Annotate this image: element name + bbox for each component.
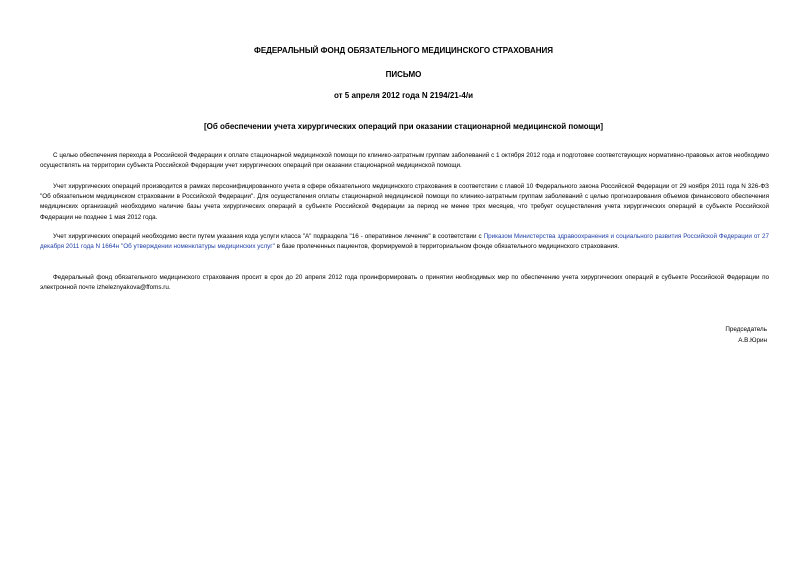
signatory-position: Председатель xyxy=(725,326,767,333)
body-paragraph-2-sentence-1: Учет хирургических операций производится в рамках персонифицированного учета в сфере обязательного медицинского страхования в соответствии с главой 10 Федерального закона Российской Федерации от 29 ноября 2011 года N 326-ФЗ "Об обязательном медицинском страховании в Российской Федерации". xyxy=(40,183,769,201)
document-subject: [Об обеспечении учета хирургических операций при оказании стационарной медицинской помощи] xyxy=(203,122,604,131)
body-paragraph-3 xyxy=(40,232,769,252)
body-paragraph-3-text-after: в базе пролеченных пациентов, формируемой в территориальном фонде обязательного медицинского страхования. xyxy=(274,243,620,251)
body-paragraph-2-sentence-2: Для осуществления оплаты стационарной медицинской помощи по клинико-затратным группам заболеваний с целью прогнозирования объемов финансового обеспечения медицинских организаций необходимо наличие базы учета хирургических операций в субъекте Российской Федерации за период не менее трех месяцев, что требует осуществления учета хирургических операций в субъекте Российской Федерации не позднее 1 мая 2012 года. xyxy=(40,193,769,221)
body-paragraph-3-text-before: Учет хирургических операций необходимо вести путем указания кода услуги класса "А" подраздела "16 - оперативное лечение" в соответствии с xyxy=(53,233,484,240)
document-date-number: от 5 апреля 2012 года N 2194/21-4/и xyxy=(333,91,474,100)
document-type-heading: ПИСЬМО xyxy=(385,70,422,79)
ministry-order-link[interactable]: Приказом Министерства здравоохранения и социального развития Российской Федерации от 27 декабря 2011 года N 1664н "Об утверждении номенклатуры медицинских услуг" xyxy=(40,233,769,251)
signatory-name: А.В.Юрин xyxy=(738,337,767,344)
body-paragraph-1: С целью обеспечения перехода в Российской Федерации к оплате стационарной медицинской помощи по клинико-затратным группам заболеваний с 1 октября 2012 года и подготовке соответствующих нормативно-правовых актов необходимо осуществлять на территории субъекта Российской Федерации учет хирургических операций при оказании стационарной медицинской помощи. xyxy=(40,152,769,170)
organization-heading: ФЕДЕРАЛЬНЫЙ ФОНД ОБЯЗАТЕЛЬНОГО МЕДИЦИНСКОГО СТРАХОВАНИЯ xyxy=(253,46,553,55)
body-paragraph-4: Федеральный фонд обязательного медицинского страхования просит в срок до 20 апреля 2012 года проинформировать о принятии необходимых мер по обеспечению учета хирургических операций в субъекте Российской Федерации по электронной почте izheleznyakova@ffoms.ru. xyxy=(40,274,769,292)
body-paragraph-2 xyxy=(40,182,769,223)
